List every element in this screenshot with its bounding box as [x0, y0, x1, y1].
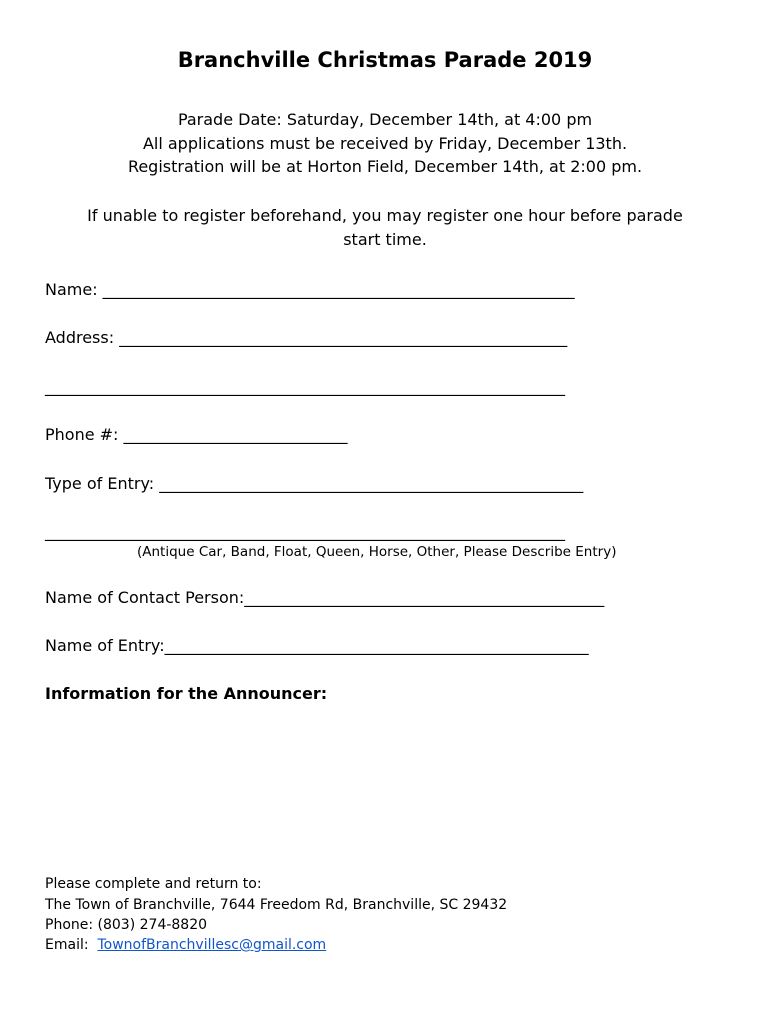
late-registration-note: If unable to register beforehand, you may register one hour before parade	[87, 206, 683, 225]
entry-type-field[interactable]: Type of Entry: _____________________________________________________	[45, 474, 584, 493]
return-phone: Phone: (803) 274-8820	[45, 917, 208, 933]
name-field[interactable]: Name: ___________________________________________________________	[45, 280, 575, 299]
contact-person-field[interactable]: Name of Contact Person:_____________________________________________	[45, 588, 605, 607]
address-field-line2[interactable]: _________________________________________________________________	[45, 377, 565, 396]
entry-type-hint: (Antique Car, Band, Float, Queen, Horse, Other, Please Describe Entry)	[137, 544, 617, 560]
return-address: The Town of Branchville, 7644 Freedom Rd, Branchville, SC 29432	[45, 897, 508, 913]
email-label: Email:	[45, 937, 98, 953]
entry-type-field-line2[interactable]: _________________________________________________________________	[45, 522, 565, 541]
return-instructions: Please complete and return to:	[45, 876, 262, 892]
parade-date-line: Parade Date: Saturday, December 14th, at 4:00 pm	[177, 110, 593, 129]
phone-field[interactable]: Phone #: ____________________________	[45, 425, 348, 444]
email-link[interactable]: TownofBranchvillesc@gmail.com	[97, 937, 327, 953]
registration-line: Registration will be at Horton Field, December 14th, at 2:00 pm.	[127, 157, 643, 176]
deadline-line: All applications must be received by Friday, December 13th.	[142, 134, 628, 153]
address-field[interactable]: Address: ________________________________________________________	[45, 328, 568, 347]
page-title: Branchville Christmas Parade 2019	[177, 48, 593, 72]
entry-name-field[interactable]: Name of Entry:_____________________________________________________	[45, 636, 589, 655]
return-email-line	[45, 937, 326, 953]
late-registration-note-cont: start time.	[343, 230, 427, 249]
announcer-info-label: Information for the Announcer:	[45, 684, 328, 703]
